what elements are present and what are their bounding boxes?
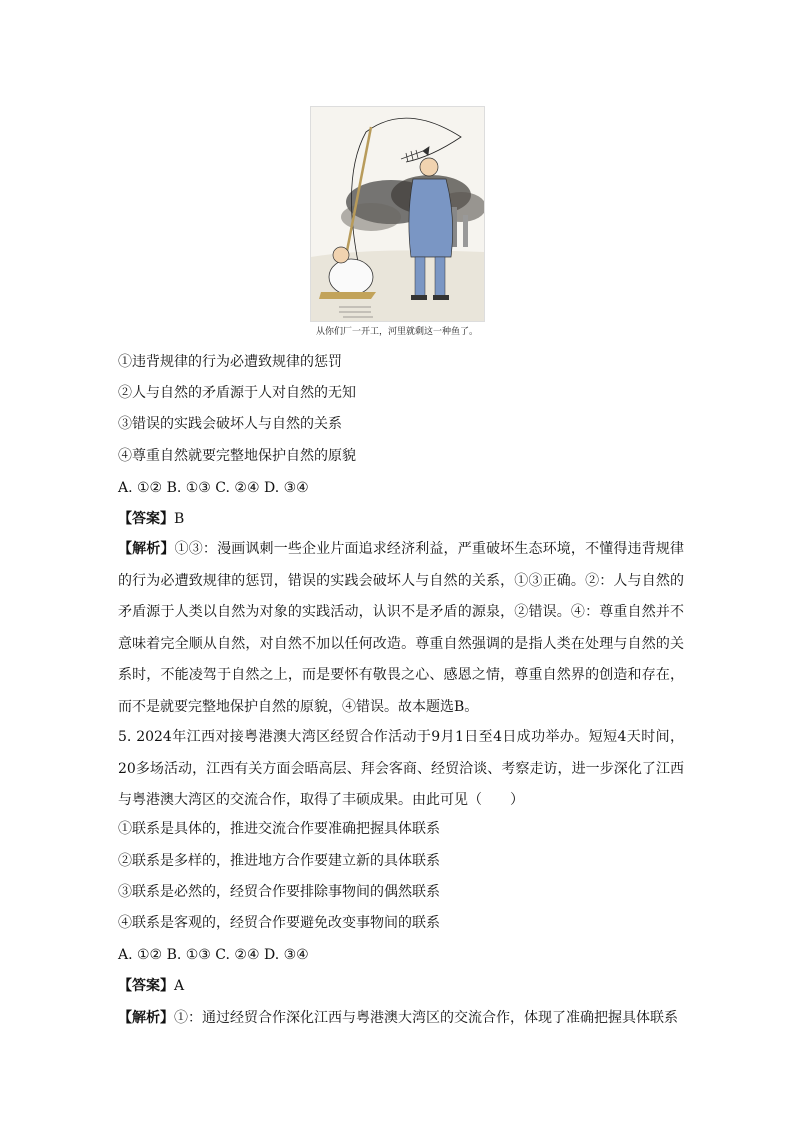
q5-choices: A. ①② B. ①③ C. ②④ D. ③④ <box>118 947 309 963</box>
cartoon-caption: 从你们厂一开工，河里就剩这一种鱼了。 <box>315 327 478 337</box>
q5-option-1: ①联系是具体的，推进交流合作要准确把握具体联系 <box>118 821 440 837</box>
q4-answer-value: B <box>174 511 185 527</box>
cartoon-drawing <box>311 107 484 321</box>
q5-option-3: ③联系是必然的，经贸合作要排除事物间的偶然联系 <box>118 884 440 900</box>
q4-option-3: ③错误的实践会破坏人与自然的关系 <box>118 416 342 432</box>
q5-analysis <box>118 1008 678 1028</box>
q4-analysis-text: ①③：漫画讽刺一些企业片面追求经济利益，严重破坏生态环境，不懂得违背规律的行为必遭致规律的惩罚，错误的实践会破坏人与自然的关系，①③正确。②：人与自然的矛盾源于人类以自然为对象的实践活动，认识不是矛盾的源泉，②错误。④：尊重自然并不意味着完全顺从自然，对自然不加以任何改造。尊重自然强调的是指人类在处理与自然的关系时，不能凌驾于自然之上，而是要怀有敬畏之心、感恩之情，尊重自然界的创造和存在，而不是就要完整地保护自然的原貌，④错误。故本题选B。 <box>118 541 685 715</box>
q4-choices: A. ①② B. ①③ C. ②④ D. ③④ <box>118 480 309 496</box>
q4-analysis <box>118 534 684 723</box>
q5-option-4: ④联系是客观的，经贸合作要避免改变事物间的联系 <box>118 915 440 931</box>
q5-analysis-label: 【解析】 <box>118 1010 174 1026</box>
q5-stem: 5. 2024年江西对接粤港澳大湾区经贸合作活动于9月1日至4日成功举办。短短4天时间，20多场活动，江西有关方面会晤高层、拜会客商、经贸洽谈、考察走访，进一步深化了江西与粤港澳大湾区的交流合作，取得了丰硕成果。由此可见（ ） <box>118 729 684 808</box>
cartoon-image <box>310 106 485 322</box>
q4-answer-label: 【答案】 <box>118 511 174 527</box>
q5-answer <box>118 976 184 996</box>
q4-answer <box>118 509 184 529</box>
q5-answer-label: 【答案】 <box>118 978 174 994</box>
q4-option-1: ①违背规律的行为必遭致规律的惩罚 <box>118 354 342 370</box>
q5-analysis-text: ①：通过经贸合作深化江西与粤港澳大湾区的交流合作，体现了准确把握具体联系 <box>174 1010 678 1026</box>
q4-option-4: ④尊重自然就要完整地保护自然的原貌 <box>118 448 356 464</box>
q4-option-2: ②人与自然的矛盾源于人对自然的无知 <box>118 385 356 401</box>
q5-answer-value: A <box>174 978 185 994</box>
q4-analysis-label: 【解析】 <box>118 541 175 557</box>
q5-option-2: ②联系是多样的，推进地方合作要建立新的具体联系 <box>118 853 440 869</box>
